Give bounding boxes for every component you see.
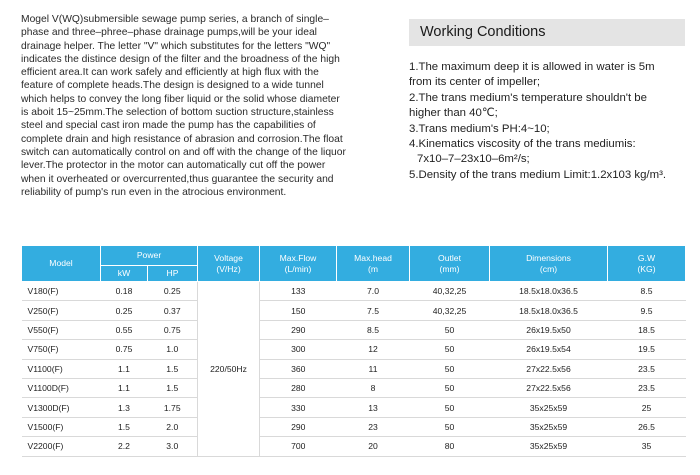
header-dimensions: Dimensions (cm) — [490, 246, 608, 282]
cell-flow: 330 — [260, 398, 337, 417]
cell-hp: 1.5 — [148, 378, 198, 397]
condition-line: 3.Trans medium's PH:4~10; — [409, 122, 550, 135]
cell-kw: 1.1 — [101, 378, 148, 397]
cell-model: V2200(F) — [22, 437, 101, 456]
cell-kw: 0.18 — [101, 282, 148, 301]
table-row — [22, 437, 686, 456]
cell-kw: 1.3 — [101, 398, 148, 417]
table-row — [22, 417, 686, 436]
cell-model: V250(F) — [22, 301, 101, 320]
cell-flow: 300 — [260, 340, 337, 359]
working-conditions-list — [409, 60, 699, 183]
cell-head: 20 — [337, 437, 410, 456]
cell-kw: 1.1 — [101, 359, 148, 378]
intro-line: drainage helper. The letter "V" which substitutes for the letters "WQ" — [21, 40, 331, 52]
cell-hp: 1.5 — [148, 359, 198, 378]
cell-gw: 26.5 — [608, 417, 686, 436]
cell-flow: 290 — [260, 320, 337, 339]
intro-line: Mogel V(WQ)submersible sewage pump series, a branch of single– — [21, 14, 329, 25]
cell-head: 13 — [337, 398, 410, 417]
cell-head: 7.5 — [337, 301, 410, 320]
cell-hp: 1.75 — [148, 398, 198, 417]
cell-gw: 8.5 — [608, 282, 686, 301]
cell-head: 23 — [337, 417, 410, 436]
cell-model: V180(F) — [22, 282, 101, 301]
header-kw: kW — [101, 266, 148, 282]
cell-flow: 280 — [260, 378, 337, 397]
cell-flow: 700 — [260, 437, 337, 456]
condition-line: 4.Kinematics viscosity of the trans mediumis: — [409, 138, 636, 151]
condition-line: 5.Density of the trans medium Limit:1.2x103 kg/m³. — [409, 168, 667, 181]
cell-model: V1100(F) — [22, 359, 101, 378]
cell-outlet: 80 — [410, 437, 490, 456]
table-row — [22, 282, 686, 301]
cell-model: V750(F) — [22, 340, 101, 359]
intro-line: switch can automatically control on and off with the change of the liquor — [21, 146, 346, 158]
intro-line: feature of complete heads.The design is designed to a wide tunnel — [21, 80, 324, 92]
cell-dimensions: 35x25x59 — [490, 437, 608, 456]
cell-model: V550(F) — [22, 320, 101, 339]
cell-head: 8.5 — [337, 320, 410, 339]
cell-gw: 25 — [608, 398, 686, 417]
cell-dimensions: 26x19.5x50 — [490, 320, 608, 339]
cell-dimensions: 27x22.5x56 — [490, 359, 608, 378]
cell-dimensions: 26x19.5x54 — [490, 340, 608, 359]
cell-dimensions: 35x25x59 — [490, 417, 608, 436]
cell-kw: 1.5 — [101, 417, 148, 436]
cell-hp: 2.0 — [148, 417, 198, 436]
cell-outlet: 50 — [410, 398, 490, 417]
table-row — [22, 359, 686, 378]
cell-flow: 290 — [260, 417, 337, 436]
intro-line: lever.The protector in the motor can automatically cut off the power — [21, 160, 326, 172]
cell-head: 11 — [337, 359, 410, 378]
intro-line: which helps to convey the long fiber liquid or the solid whose diameter — [21, 93, 340, 105]
cell-kw: 0.25 — [101, 301, 148, 320]
cell-gw: 23.5 — [608, 378, 686, 397]
condition-line: from its center of impeller; — [409, 76, 541, 89]
cell-outlet: 50 — [410, 359, 490, 378]
cell-gw: 9.5 — [608, 301, 686, 320]
cell-model: V1300D(F) — [22, 398, 101, 417]
working-conditions-header — [409, 19, 685, 46]
intro-paragraph — [21, 13, 369, 199]
header-power: Power — [101, 246, 198, 266]
cell-outlet: 40,32,25 — [410, 282, 490, 301]
cell-gw: 18.5 — [608, 320, 686, 339]
intro-line: is aboit 15~25mm.The selection of bottom suction structure,stainless — [21, 107, 334, 119]
cell-hp: 0.37 — [148, 301, 198, 320]
condition-line: 7x10–7–23x10–6m²/s; — [417, 153, 530, 166]
condition-line: higher than 40℃; — [409, 107, 498, 120]
cell-flow: 360 — [260, 359, 337, 378]
header-max-head: Max.head (m — [337, 246, 410, 282]
cell-outlet: 50 — [410, 417, 490, 436]
cell-dimensions: 35x25x59 — [490, 398, 608, 417]
cell-hp: 3.0 — [148, 437, 198, 456]
cell-outlet: 50 — [410, 378, 490, 397]
cell-model: V1100D(F) — [22, 378, 101, 397]
condition-line: 1.The maximum deep it is allowed in water is 5m — [409, 61, 655, 73]
intro-line: complete drain and high resistance of abrasion and corrosion.The float — [21, 133, 343, 145]
cell-outlet: 40,32,25 — [410, 301, 490, 320]
cell-dimensions: 18.5x18.0x36.5 — [490, 301, 608, 320]
cell-head: 12 — [337, 340, 410, 359]
working-conditions-title: Working Conditions — [420, 24, 546, 40]
header-hp: HP — [148, 266, 198, 282]
cell-flow: 133 — [260, 282, 337, 301]
cell-gw: 23.5 — [608, 359, 686, 378]
cell-model: V1500(F) — [22, 417, 101, 436]
cell-head: 8 — [337, 378, 410, 397]
table-row — [22, 398, 686, 417]
header-gw: G.W (KG) — [608, 246, 686, 282]
cell-flow: 150 — [260, 301, 337, 320]
cell-gw: 35 — [608, 437, 686, 456]
cell-kw: 0.55 — [101, 320, 148, 339]
cell-gw: 19.5 — [608, 340, 686, 359]
cell-voltage: 220/50Hz — [198, 282, 260, 457]
intro-line: efficient area.It can work safely and efficiently at high flux with the — [21, 67, 319, 79]
cell-hp: 0.75 — [148, 320, 198, 339]
cell-hp: 0.25 — [148, 282, 198, 301]
intro-line: steel and special cast iron made the pump has the capabilities of — [21, 120, 316, 132]
header-model: Model — [22, 246, 101, 282]
header-max-flow: Max.Flow (L/min) — [260, 246, 337, 282]
table-row — [22, 301, 686, 320]
condition-line: 2.The trans medium's temperature shouldn't be — [409, 91, 647, 104]
cell-outlet: 50 — [410, 320, 490, 339]
table-row — [22, 320, 686, 339]
cell-kw: 2.2 — [101, 437, 148, 456]
cell-dimensions: 27x22.5x56 — [490, 378, 608, 397]
intro-line: reliability of pump's run even in the atrocious environment. — [21, 186, 287, 198]
header-voltage: Voltage (V/Hz) — [198, 246, 260, 282]
spec-table — [21, 245, 686, 457]
cell-hp: 1.0 — [148, 340, 198, 359]
table-row — [22, 340, 686, 359]
intro-line: indicates the distince design of the filter and the broadness of the high — [21, 53, 340, 65]
cell-head: 7.0 — [337, 282, 410, 301]
intro-line: when it overheated or overcurrented,thus guarantee the security and — [21, 173, 334, 185]
header-outlet: Outlet (mm) — [410, 246, 490, 282]
table-row — [22, 378, 686, 397]
cell-kw: 0.75 — [101, 340, 148, 359]
cell-dimensions: 18.5x18.0x36.5 — [490, 282, 608, 301]
cell-outlet: 50 — [410, 340, 490, 359]
intro-line: phase and three–phree–phase drainage pumps,will be your ideal — [21, 27, 317, 39]
